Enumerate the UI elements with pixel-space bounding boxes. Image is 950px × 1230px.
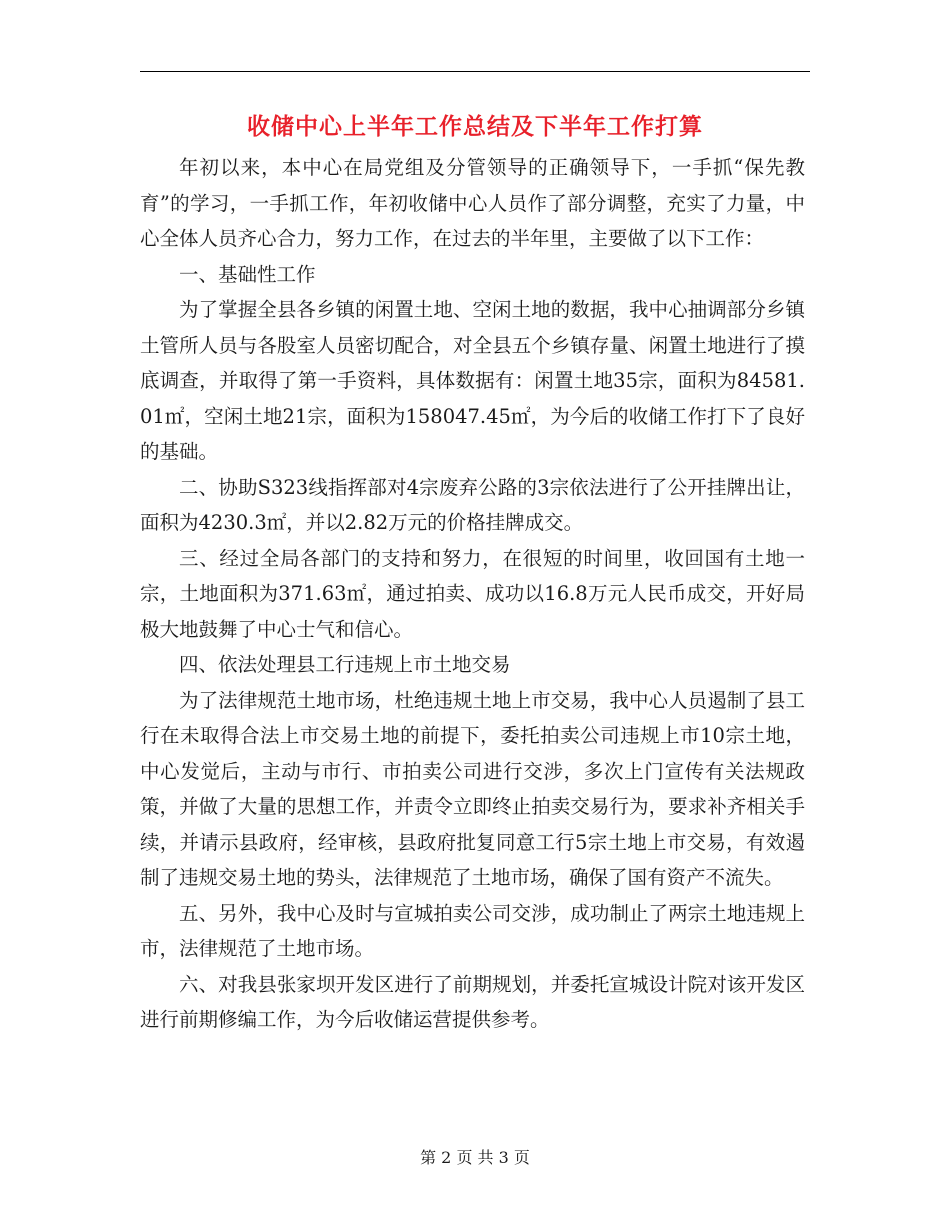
section-5-paragraph: 五、另外，我中心及时与宣城拍卖公司交涉，成功制止了两宗土地违规上市，法律规范了土地市场。: [140, 901, 805, 960]
document-title: 收储中心上半年工作总结及下半年工作打算: [247, 114, 703, 140]
section-2-paragraph: 二、协助S323线指挥部对4宗废弃公路的3宗依法进行了公开挂牌出让，面积为4230.3㎡，并以2.82万元的价格挂牌成交。: [140, 475, 805, 534]
document-body: [140, 150, 805, 1038]
section-6-paragraph: 六、对我县张家坝开发区进行了前期规划，并委托宣城设计院对该开发区进行前期修编工作，为今后收储运营提供参考。: [140, 972, 805, 1031]
header-rule: [140, 71, 810, 72]
section-1-paragraph: 为了掌握全县各乡镇的闲置土地、空闲土地的数据，我中心抽调部分乡镇土管所人员与各股室人员密切配合，对全县五个乡镇存量、闲置土地进行了摸底调查，并取得了第一手资料，具体数据有：闲置土地35宗，面积为84581.01㎡，空闲土地21宗，面积为158047.45㎡，为今后的收储工作打下了良好的基础。: [140, 298, 805, 463]
page-number: 第 2 页 共 3 页: [420, 1148, 530, 1167]
section-4-paragraph: 为了法律规范土地市场，杜绝违规土地上市交易，我中心人员遏制了县工行在未取得合法上市交易土地的前提下，委托拍卖公司违规上市10宗土地，中心发觉后，主动与市行、市拍卖公司进行交涉，多次上门宣传有关法规政策，并做了大量的思想工作，并责令立即终止拍卖交易行为，要求补齐相关手续，并请示县政府，经审核，县政府批复同意工行5宗土地上市交易，有效遏制了违规交易土地的势头，法律规范了土地市场，确保了国有资产不流失。: [140, 688, 805, 889]
section-heading-1: 一、基础性工作: [179, 262, 316, 286]
section-heading-4: 四、依法处理县工行违规上市土地交易: [179, 653, 511, 676]
section-3-paragraph: 三、经过全局各部门的支持和努力，在很短的时间里，收回国有土地一宗，土地面积为371.63㎡，通过拍卖、成功以16.8万元人民币成交，开好局极大地鼓舞了中心士气和信心。: [140, 546, 805, 641]
intro-paragraph: 年初以来，本中心在局党组及分管领导的正确领导下，一手抓“保先教育”的学习，一手抓工作，年初收储中心人员作了部分调整，充实了力量，中心全体人员齐心合力，努力工作，在过去的半年里，主要做了以下工作：: [140, 156, 805, 250]
